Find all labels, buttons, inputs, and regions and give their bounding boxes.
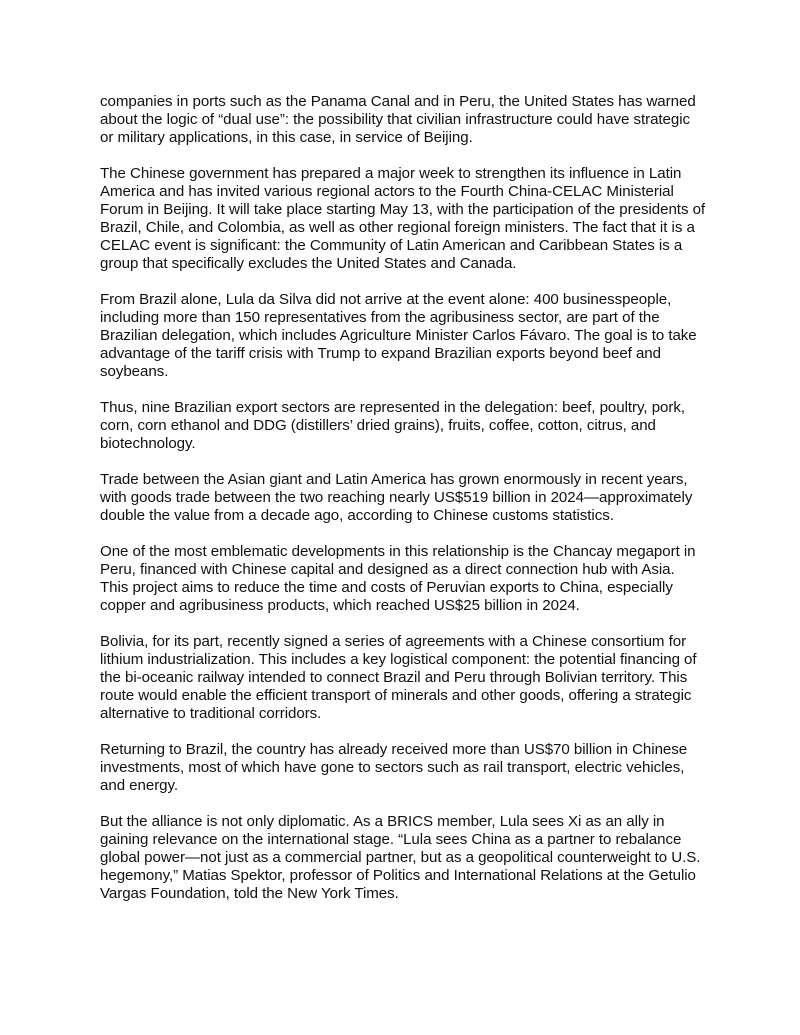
- paragraph: Thus, nine Brazilian export sectors are represented in the delegation: beef, poultry, pork, corn, corn ethanol and DDG (distillers’ dried grains), fruits, coffee, cotton, citrus, and biotechnology.: [100, 399, 685, 452]
- paragraph: But the alliance is not only diplomatic. As a BRICS member, Lula sees Xi as an ally in gaining relevance on the international stage. “Lula sees China as a partner to rebalance global power—not just as a commercial partner, but as a geopolitical counterweight to U.S. hegemony,” Matias Spektor, professor of Politics and International Relations at the Getulio Vargas Foundation, told the New York Times.: [100, 813, 701, 902]
- paragraph: Bolivia, for its part, recently signed a series of agreements with a Chinese consortium for lithium industrialization. This includes a key logistical component: the potential financing of the bi-oceanic railway intended to connect Brazil and Peru through Bolivian territory. This route would enable the efficient transport of minerals and other goods, offering a strategic alternative to traditional corridors.: [100, 633, 697, 722]
- paragraph: One of the most emblematic developments in this relationship is the Chancay megaport in Peru, financed with Chinese capital and designed as a direct connection hub with Asia. This project aims to reduce the time and costs of Peruvian exports to China, especially copper and agribusiness products, which reached US$25 billion in 2024.: [100, 543, 696, 614]
- paragraph: Trade between the Asian giant and Latin America has grown enormously in recent years, with goods trade between the two reaching nearly US$519 billion in 2024—approximately double the value from a decade ago, according to Chinese customs statistics.: [100, 471, 693, 524]
- paragraph: The Chinese government has prepared a major week to strengthen its influence in Latin America and has invited various regional actors to the Fourth China-CELAC Ministerial Forum in Beijing. It will take place starting May 13, with the participation of the presidents of Brazil, Chile, and Colombia, as well as other regional foreign ministers. The fact that it is a CELAC event is significant: the Community of Latin American and Caribbean States is a group that specifically excludes the United States and Canada.: [100, 165, 706, 272]
- paragraph: Returning to Brazil, the country has already received more than US$70 billion in Chinese investments, most of which have gone to sectors such as rail transport, electric vehicles, and energy.: [100, 741, 688, 794]
- article-body: [100, 93, 706, 921]
- paragraph: companies in ports such as the Panama Canal and in Peru, the United States has warned about the logic of “dual use”: the possibility that civilian infrastructure could have strategic or military applications, in this case, in service of Beijing.: [100, 93, 696, 146]
- paragraph: From Brazil alone, Lula da Silva did not arrive at the event alone: 400 businesspeople, including more than 150 representatives from the agribusiness sector, are part of the Brazilian delegation, which includes Agriculture Minister Carlos Fávaro. The goal is to take advantage of the tariff crisis with Trump to expand Brazilian exports beyond beef and soybeans.: [100, 291, 697, 380]
